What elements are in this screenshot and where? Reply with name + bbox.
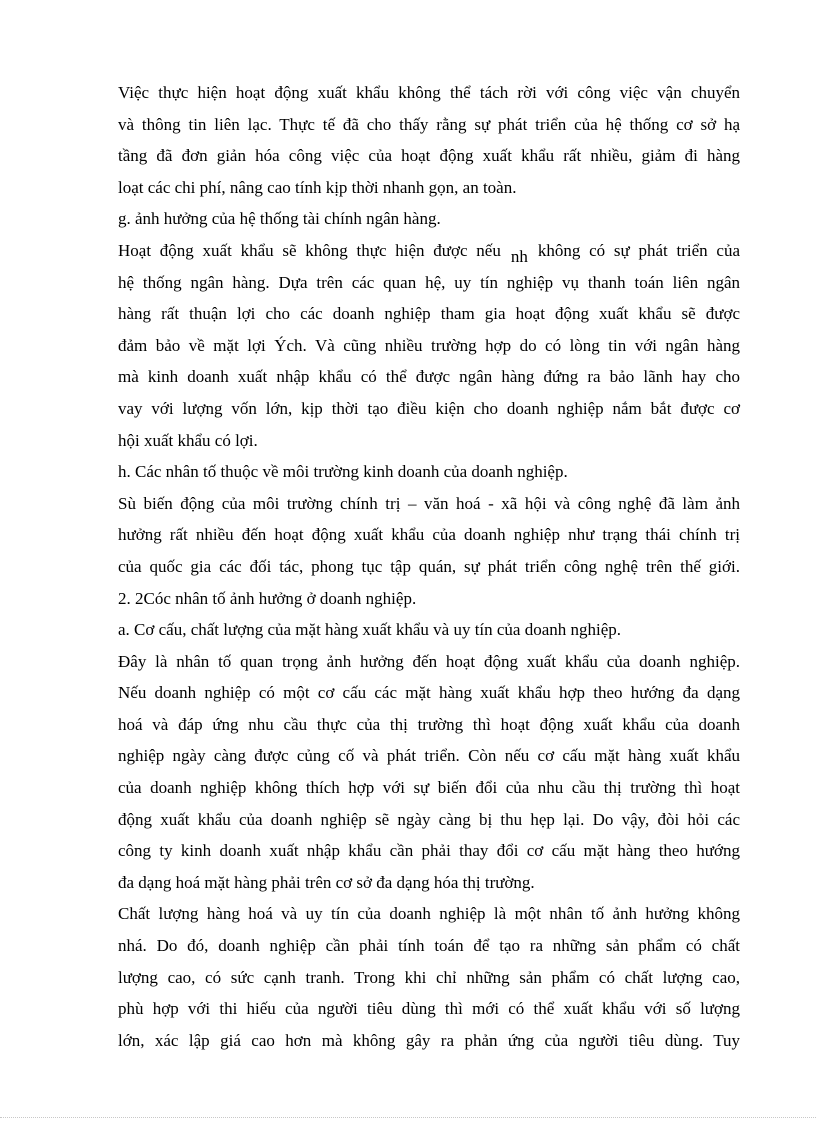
page-bottom-rule — [0, 1117, 816, 1118]
text-line: hưởng rất nhiều đến hoạt động xuất khẩu của doanh nghiệp như trạng thái chính trị — [118, 525, 740, 545]
text-line: hoá và đáp ứng nhu cầu thực của thị trường thì hoạt động xuất khẩu của doanh — [118, 714, 740, 734]
text-segment: không có sự phát triển của — [537, 240, 740, 260]
text-line — [118, 235, 740, 267]
text-line: của doanh nghiệp không thích hợp với sự biến đổi của nhu cầu thị trường thì hoạt — [118, 778, 740, 798]
text-line: phù hợp với thi hiếu của người tiêu dùng thì mới có thể xuất khẩu với số lượng — [118, 999, 740, 1019]
subscript-text: nh — [510, 246, 528, 266]
text-line: Việc thực hiện hoạt động xuất khẩu không thể tách rời với công việc vận chuyển — [118, 83, 740, 102]
text-line: hàng rất thuận lợi cho các doanh nghiệp tham gia hoạt động xuất khẩu sẽ được — [118, 304, 740, 324]
text-line: g. ảnh hưởng của hệ thống tài chính ngân hàng. — [118, 209, 441, 229]
text-line: vay với lượng vốn lớn, kịp thời tạo điều kiện cho doanh nghiệp nắm bắt được cơ — [118, 398, 740, 418]
text-line: của quốc gia các đối tác, phong tục tập quán, sự phát triển công nghệ trên thế giới. — [118, 556, 740, 576]
text-line: và thông tin liên lạc. Thực tế đã cho thấy rằng sự phát triển của hệ thống cơ sở hạ — [118, 114, 740, 134]
text-line: tầng đã đơn giản hóa công việc của hoạt động xuất khẩu rất nhiều, giảm đi hàng — [118, 146, 740, 166]
text-line: động xuất khẩu của doanh nghiệp sẽ ngày càng bị thu hẹp lại. Do vậy, đòi hỏi các — [118, 809, 740, 829]
text-line: Chất lượng hàng hoá và uy tín của doanh nghiệp là một nhân tố ảnh hưởng không — [118, 904, 740, 924]
text-line: Sù biến động của môi trường chính trị – văn hoá - xã hội và công nghệ đã làm ảnh — [118, 493, 740, 513]
text-line: nhá. Do đó, doanh nghiệp cần phải tính toán để tạo ra những sản phẩm có chất — [118, 936, 740, 956]
text-line: đảm bảo về mặt lợi Ých. Và cũng nhiều trường hợp do có lòng tin với ngân hàng — [118, 335, 740, 355]
text-segment: Hoạt động xuất khẩu sẽ không thực hiện được nếu — [118, 240, 501, 260]
text-line: 2. 2Cóc nhân tố ảnh hưởng ở doanh nghiệp. — [118, 588, 417, 608]
text-line: Đây là nhân tố quan trọng ảnh hưởng đến hoạt động xuất khẩu của doanh nghiệp. — [118, 651, 740, 671]
text-line: mà kinh doanh xuất nhập khẩu có thể được ngân hàng đứng ra bảo lãnh hay cho — [118, 367, 740, 387]
text-line: lớn, xác lập giá cao hơn mà không gây ra phản ứng của người tiêu dùng. Tuy — [118, 1030, 740, 1050]
text-line: hội xuất khẩu có lợi. — [118, 430, 258, 450]
document-body — [118, 77, 740, 1056]
text-line: hệ thống ngân hàng. Dựa trên các quan hệ, uy tín nghiệp vụ thanh toán liên ngân — [118, 272, 740, 292]
text-line: công ty kinh doanh xuất nhập khẩu cần phải thay đổi cơ cấu mặt hàng theo hướng — [118, 841, 740, 861]
text-line: Nếu doanh nghiệp có một cơ cấu các mặt hàng xuất khẩu hợp theo hướng đa dạng — [118, 683, 740, 703]
text-line: nghiệp ngày càng được củng cố và phát triển. Còn nếu cơ cấu mặt hàng xuất khẩu — [118, 746, 740, 766]
text-line: lượng cao, có sức cạnh tranh. Trong khi chỉ những sản phẩm có chất lượng cao, — [118, 967, 740, 987]
text-line: đa dạng hoá mặt hàng phải trên cơ sở đa dạng hóa thị trường. — [118, 872, 535, 892]
text-line: h. Các nhân tố thuộc về môi trường kinh doanh của doanh nghiệp. — [118, 462, 568, 482]
text-line: loạt các chi phí, nâng cao tính kịp thời nhanh gọn, an toàn. — [118, 177, 517, 197]
text-line: a. Cơ cấu, chất lượng của mặt hàng xuất khẩu và uy tín của doanh nghiệp. — [118, 620, 622, 640]
